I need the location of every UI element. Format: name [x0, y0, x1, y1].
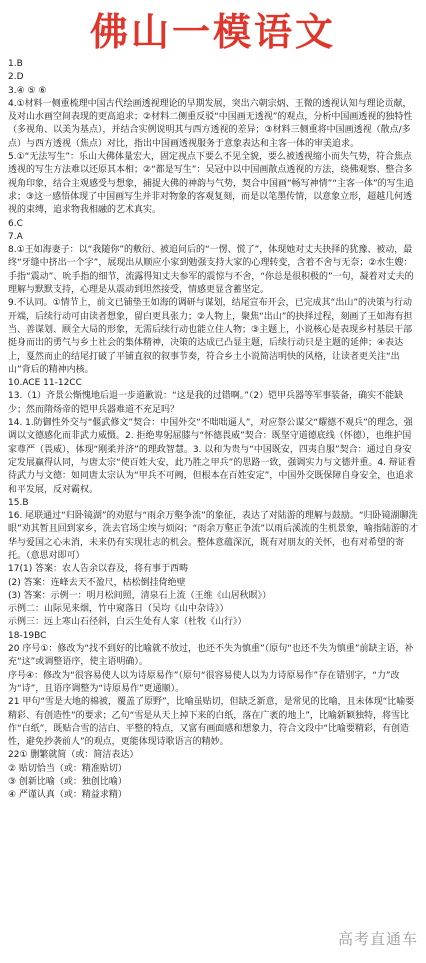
answer-line: (2) 答案：连峰去天不盈尺，枯松倒挂倚绝壁: [8, 577, 186, 588]
answer-line: 10.ACE 11-12CC: [8, 378, 82, 389]
answer-line: 13.（1）齐景公惭愧地后退一步道歉说：“这是我的过错啊。”（2）铠甲兵器等军事装备，确实不能缺少；然而隋炀帝的铠甲兵器难道不充足吗？: [8, 391, 404, 415]
answer-line: 6.C: [8, 218, 23, 229]
answer-line: 20 序号①：修改为“找不到好的比喻就不放过，也还不失为慎重”（原句“也还不失为慎重”前缺主语，补充“这”或调整语序，使主语明确）。: [8, 644, 414, 668]
answer-line: 15.B: [8, 497, 29, 508]
answer-line: 示例二：山际见来烟，竹中窥落日（吴均《山中杂诗》）: [8, 604, 229, 615]
answer-line: (3) 答案：示例一：明月松间照，清泉石上流（王维《山居秋暝》）: [8, 590, 272, 601]
answer-line: 17(1) 答案：农人告余以春及，将有事于西畴: [8, 564, 189, 575]
answer-line: 22① 删繁就简（或：简洁表达）: [8, 750, 139, 761]
answer-line: 8.①王如海妻子：以“我随你”的敷衍、被追问后的“一愣、慌了”，体现她对丈夫抉择的犹豫、被动，最终“牙缝中挤出一个字”，展现出从顺应小家到勉强支持大家的心理转变，含着不舍与无奈；②水生嫂：手指“震动”、吮手指的细节，流露得知丈夫参军的震惊与不舍，“你总是很积极的”一句，凝着对丈夫的理解与默默支持，心理是从震动到坦然接受，情感更显含蓄坚定。: [8, 245, 414, 296]
answer-line: 序号④：修改为“很容易使人以为诗原易作”（原句“很容易使人以为力诗原易作”存在错别字，“力”改为“诗”，且语序调整为“诗原易作”更通顺）。: [8, 670, 400, 694]
answer-line: 3.④ ⑤ ⑥: [8, 85, 47, 96]
answer-line: ② 贴切恰当（或：精准贴切）: [8, 763, 127, 774]
answer-line: 7.A: [8, 231, 23, 242]
page-title: 佛山一模语文: [89, 10, 336, 54]
answer-line: 9.不认同。①情节上，前文已铺垫王如海的调研与谋划，结尾宣布开会，已完成其“出山”的决策与行动开端，后续行动可由读者想象，留白更具张力；②人物上，聚焦“出山”的抉择过程，刻画了王如海有担当、善谋划、顾全大局的形象，无需后续行动也能立住人物；③主题上，小说核心是表现乡村基层干部挺身而出的勇气与乡土社会的集体精神，决策的达成已凸显主题，后续行动只是主题的延伸；④表达上，戛然而止的结尾打破了平铺直叙的叙事节奏，符合乡土小说简洁明快的风格，让读者更关注“出山”背后的精神内核。: [8, 298, 413, 375]
answer-line: 14. 1.防御性外交与“偃武修文”契合：中国外交“不咄咄逼人”，对应祭公谋父“耀德不观兵”的理念，强调以文德感化而非武力威慑。2. 拒绝卑躬屈膝与“怀德畏威”契合：既坚守道德底线（怀德），也维护国家尊严（畏威），体现“刚柔并济”的理政智慧。3. 以和为贵与“中国既安，四夷自服”契合：通过自身安定发展赢得认同，与唐太宗“使百姓大安，此乃胜之甲兵”的思路一致，强调实力与文德并重。4. 辩证看待武力与文德：如同唐太宗认为“甲兵不可阙，但根本在百姓安定”，中国外交既保障自身安全，也追求和平发展，反对霸权。: [8, 418, 416, 495]
answer-line: 1.B: [8, 59, 23, 69]
answer-list: [0, 58, 426, 803]
answer-line: ③ 创新比喻（或：独创比喻）: [8, 777, 127, 788]
answer-line: 4.①材料一侧重梳理中国古代绘画透视理论的早期发展，突出六朝宗炳、王微的透视认知与理论贡献，及对山水画空间表现的更高追求；②材料二侧重反驳“中国画无透视”的观点，分析中国画透视的独特性（多视角、以美为基点），并结合实例说明其与西方透视的差异；③材料三侧重将中国画透视（散点/多点）与西方透视（焦点）对比，指出中国画透视服务于意象表达和主客一体的审美追求。: [8, 98, 413, 149]
answer-line: 16. 尾联通过“归卧镜湖”的劝慰与“雨余万壑争流”的象征，表达了对陆游的理解与鼓励。“归卧镜湖聊洗眼”劝其暂且回到家乡，洗去官场尘埃与烦闷；“雨余万壑正争流”以雨后溪流的生机景象，喻指陆游的才华与爱国之心未消，未来仍有实现壮志的机会。整体意蕴深沉，既有对朋友的关怀，也有对希望的寄托。（意思对即可）: [8, 511, 418, 561]
answer-line: 2.D: [8, 72, 24, 83]
answer-line: 5.①“无法写生”：乐山大佛体量宏大，固定视点下要么不见全貌，要么被透视缩小而失气势，符合焦点透视的写生方法难以还原其本相；②“都是写生”：吴冠中以中国画散点透视的方法，绕佛观察、整合多视角印象，结合主观感受与想象，捕捉大佛的神韵与气势，契合中国画“畅写神情”“主客一体”的写生追求；③这一感悟体现了中国画写生并非对物象的客观复刻，而是以笔墨传情，以意象立形，超越几何透视的束缚，追求物我相融的艺术真实。: [8, 152, 414, 216]
answer-line: ④ 严谨认真（或：精益求精）: [8, 790, 127, 801]
watermark: 高考直通车: [337, 930, 418, 948]
answer-line: 21 甲句“雪是大地的棉被，覆盖了原野”，比喻虽贴切，但缺乏新意，是常见的比喻，且未体现“比喻要精彩、有创造性”的要求；乙句“雪是从天上掉下来的白纸，落在广袤的地上”，比喻新颖独特，将雪比作“白纸”，既贴合雪的洁白、平整的特点，又富有画面感和想象力，符合文段中“比喻要精彩，有创造性，避免抄袭前人”的观点，更能体现诗歌语言的精妙。: [8, 697, 415, 748]
answer-line: 18-19BC: [8, 630, 47, 641]
answer-line: 示例三：远上寒山石径斜，白云生处有人家（杜牧《山行》）: [8, 617, 247, 628]
